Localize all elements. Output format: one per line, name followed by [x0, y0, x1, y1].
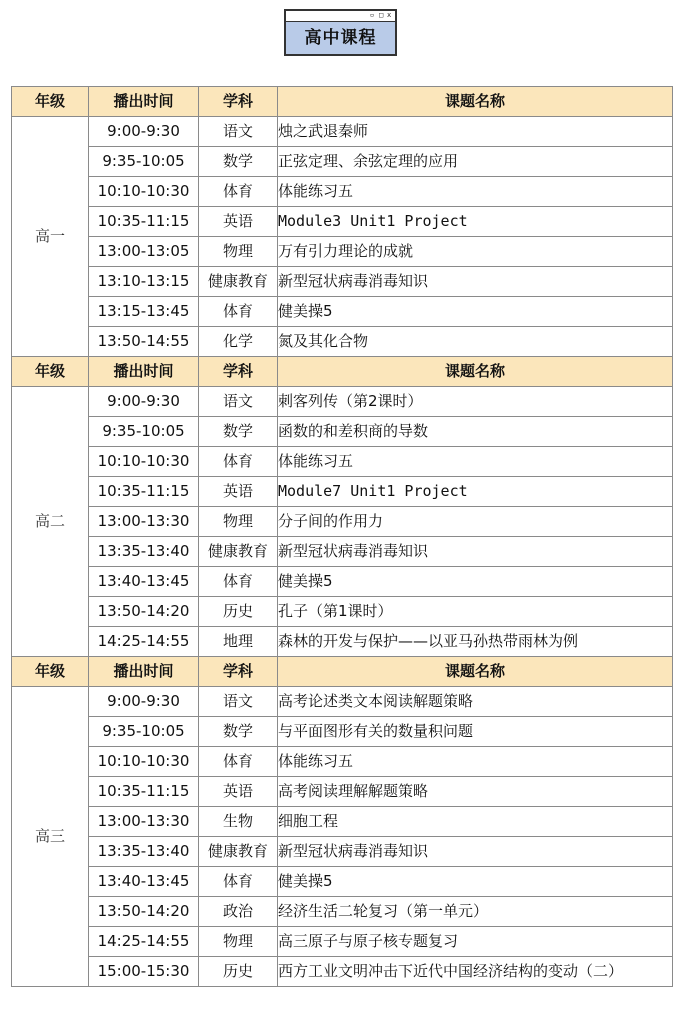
time-cell: 14:25-14:55 [89, 627, 199, 657]
header-grade: 年级 [12, 657, 89, 687]
time-cell: 13:50-14:20 [89, 897, 199, 927]
table-row [12, 177, 673, 207]
time-cell: 14:25-14:55 [89, 927, 199, 957]
table-row [12, 507, 673, 537]
lesson-cell: 西方工业文明冲击下近代中国经济结构的变动（二） [278, 957, 673, 987]
subject-cell: 物理 [199, 237, 278, 267]
lesson-cell: 高三原子与原子核专题复习 [278, 927, 673, 957]
close-icon: x [387, 11, 392, 19]
time-cell: 13:00-13:30 [89, 507, 199, 537]
table-row [12, 957, 673, 987]
table-row [12, 867, 673, 897]
subject-cell: 英语 [199, 207, 278, 237]
table-row [12, 537, 673, 567]
lesson-cell: 高考阅读理解解题策略 [278, 777, 673, 807]
subject-cell: 体育 [199, 567, 278, 597]
lesson-cell: 健美操5 [278, 867, 673, 897]
subject-cell: 生物 [199, 807, 278, 837]
subject-cell: 体育 [199, 447, 278, 477]
table-header-row [12, 357, 673, 387]
table-row [12, 477, 673, 507]
time-cell: 9:00-9:30 [89, 117, 199, 147]
header-time: 播出时间 [89, 357, 199, 387]
lesson-cell: 烛之武退秦师 [278, 117, 673, 147]
table-row [12, 927, 673, 957]
lesson-cell: 健美操5 [278, 297, 673, 327]
lesson-cell: Module7 Unit1 Project [278, 477, 673, 507]
grade-cell: 高一 [12, 117, 89, 357]
subject-cell: 数学 [199, 717, 278, 747]
table-row [12, 387, 673, 417]
table-row [12, 897, 673, 927]
subject-cell: 体育 [199, 177, 278, 207]
table-row [12, 837, 673, 867]
time-cell: 13:40-13:45 [89, 567, 199, 597]
header-time: 播出时间 [89, 87, 199, 117]
subject-cell: 健康教育 [199, 837, 278, 867]
lesson-cell: 氮及其化合物 [278, 327, 673, 357]
table-row [12, 207, 673, 237]
lesson-cell: 新型冠状病毒消毒知识 [278, 267, 673, 297]
minimize-icon: ▫ [370, 11, 375, 19]
title-window [284, 9, 397, 56]
header-subject: 学科 [199, 657, 278, 687]
table-row [12, 627, 673, 657]
subject-cell: 化学 [199, 327, 278, 357]
table-row [12, 447, 673, 477]
table-row [12, 237, 673, 267]
table-row [12, 567, 673, 597]
lesson-cell: 刺客列传（第2课时） [278, 387, 673, 417]
subject-cell: 地理 [199, 627, 278, 657]
subject-cell: 语文 [199, 387, 278, 417]
lesson-cell: 孔子（第1课时） [278, 597, 673, 627]
time-cell: 10:35-11:15 [89, 207, 199, 237]
lesson-cell: 与平面图形有关的数量积问题 [278, 717, 673, 747]
subject-cell: 体育 [199, 297, 278, 327]
table-header-row [12, 87, 673, 117]
header-grade: 年级 [12, 357, 89, 387]
header-time: 播出时间 [89, 657, 199, 687]
lesson-cell: 分子间的作用力 [278, 507, 673, 537]
table-row [12, 417, 673, 447]
subject-cell: 历史 [199, 957, 278, 987]
subject-cell: 历史 [199, 597, 278, 627]
lesson-cell: 体能练习五 [278, 447, 673, 477]
subject-cell: 语文 [199, 117, 278, 147]
time-cell: 13:50-14:55 [89, 327, 199, 357]
table-row [12, 717, 673, 747]
lesson-cell: 体能练习五 [278, 747, 673, 777]
maximize-icon: □ [379, 11, 384, 19]
time-cell: 9:35-10:05 [89, 717, 199, 747]
lesson-cell: 高考论述类文本阅读解题策略 [278, 687, 673, 717]
lesson-cell: 万有引力理论的成就 [278, 237, 673, 267]
subject-cell: 物理 [199, 927, 278, 957]
page-title: 高中课程 [304, 28, 377, 48]
subject-cell: 数学 [199, 417, 278, 447]
lesson-cell: Module3 Unit1 Project [278, 207, 673, 237]
table-row [12, 147, 673, 177]
time-cell: 15:00-15:30 [89, 957, 199, 987]
grade-cell: 高三 [12, 687, 89, 987]
lesson-cell: 正弦定理、余弦定理的应用 [278, 147, 673, 177]
grade-cell: 高二 [12, 387, 89, 657]
lesson-cell: 经济生活二轮复习（第一单元） [278, 897, 673, 927]
time-cell: 9:35-10:05 [89, 147, 199, 177]
lesson-cell: 细胞工程 [278, 807, 673, 837]
time-cell: 10:35-11:15 [89, 777, 199, 807]
header-subject: 学科 [199, 357, 278, 387]
table-row [12, 777, 673, 807]
lesson-cell: 健美操5 [278, 567, 673, 597]
time-cell: 9:00-9:30 [89, 387, 199, 417]
schedule-table [11, 86, 673, 987]
header-subject: 学科 [199, 87, 278, 117]
time-cell: 13:00-13:05 [89, 237, 199, 267]
time-cell: 10:10-10:30 [89, 177, 199, 207]
time-cell: 13:50-14:20 [89, 597, 199, 627]
header-lesson: 课题名称 [278, 357, 673, 387]
time-cell: 13:10-13:15 [89, 267, 199, 297]
time-cell: 13:40-13:45 [89, 867, 199, 897]
subject-cell: 数学 [199, 147, 278, 177]
lesson-cell: 函数的和差积商的导数 [278, 417, 673, 447]
header-lesson: 课题名称 [278, 87, 673, 117]
time-cell: 10:10-10:30 [89, 447, 199, 477]
time-cell: 9:35-10:05 [89, 417, 199, 447]
table-row [12, 117, 673, 147]
time-cell: 13:35-13:40 [89, 537, 199, 567]
subject-cell: 体育 [199, 867, 278, 897]
time-cell: 13:35-13:40 [89, 837, 199, 867]
time-cell: 9:00-9:30 [89, 687, 199, 717]
table-row [12, 807, 673, 837]
subject-cell: 语文 [199, 687, 278, 717]
table-row [12, 327, 673, 357]
lesson-cell: 新型冠状病毒消毒知识 [278, 837, 673, 867]
table-header-row [12, 657, 673, 687]
lesson-cell: 新型冠状病毒消毒知识 [278, 537, 673, 567]
title-window-bar [286, 11, 395, 22]
subject-cell: 英语 [199, 477, 278, 507]
table-row [12, 267, 673, 297]
time-cell: 13:00-13:30 [89, 807, 199, 837]
subject-cell: 英语 [199, 777, 278, 807]
lesson-cell: 体能练习五 [278, 177, 673, 207]
table-row [12, 747, 673, 777]
time-cell: 10:35-11:15 [89, 477, 199, 507]
subject-cell: 政治 [199, 897, 278, 927]
subject-cell: 体育 [199, 747, 278, 777]
table-row [12, 687, 673, 717]
subject-cell: 健康教育 [199, 537, 278, 567]
subject-cell: 物理 [199, 507, 278, 537]
header-lesson: 课题名称 [278, 657, 673, 687]
header-grade: 年级 [12, 87, 89, 117]
table-row [12, 297, 673, 327]
time-cell: 10:10-10:30 [89, 747, 199, 777]
time-cell: 13:15-13:45 [89, 297, 199, 327]
lesson-cell: 森林的开发与保护——以亚马孙热带雨林为例 [278, 627, 673, 657]
subject-cell: 健康教育 [199, 267, 278, 297]
table-row [12, 597, 673, 627]
